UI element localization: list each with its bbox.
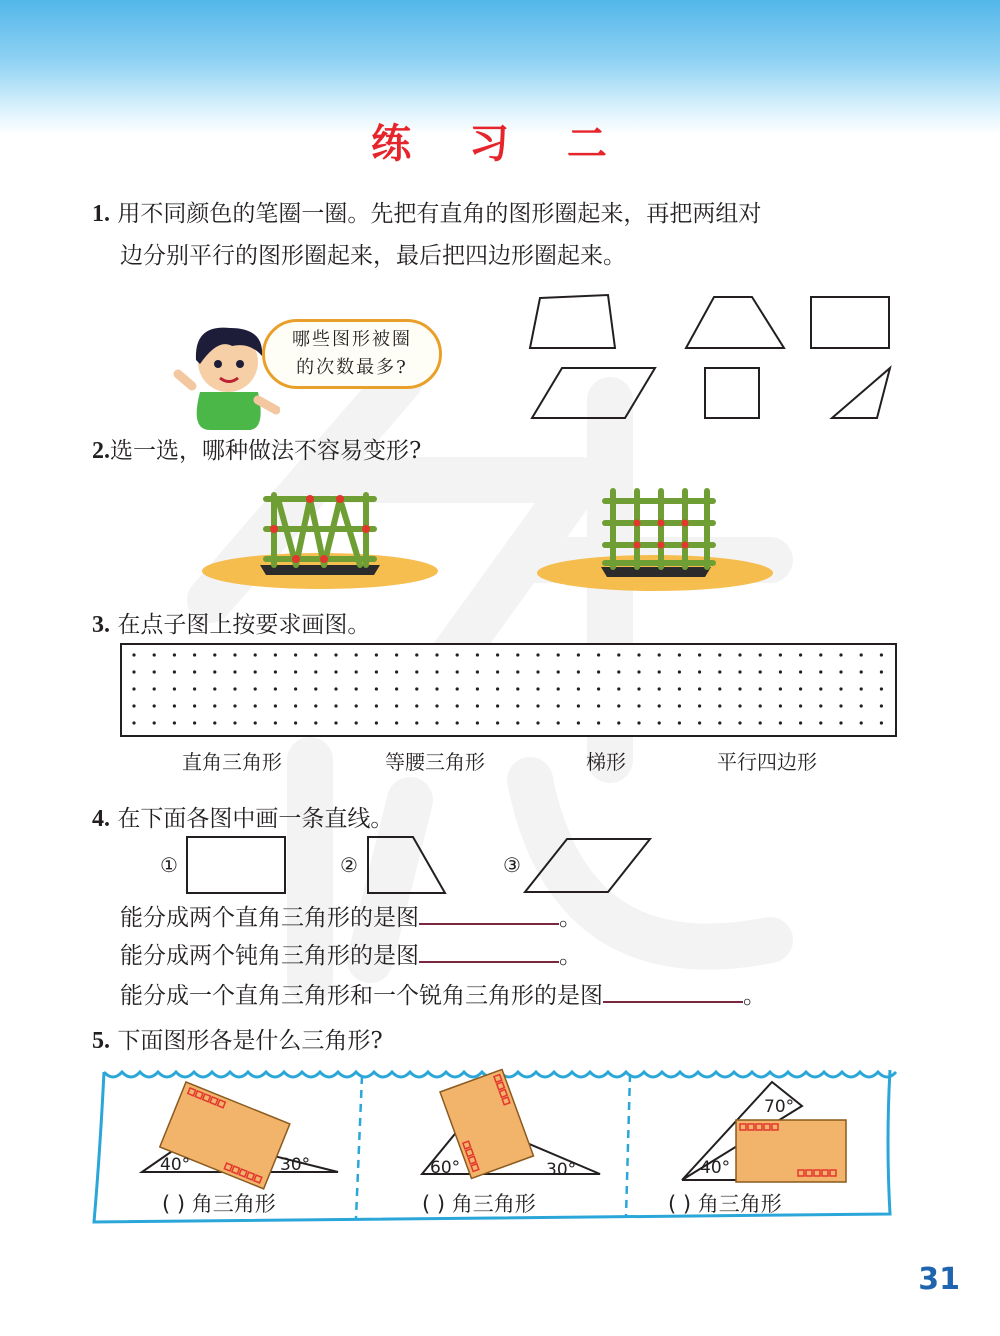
grid-dot — [718, 721, 721, 724]
figure-marker-1: ① — [160, 853, 178, 877]
grid-dot — [415, 704, 418, 707]
answer-blank-1[interactable] — [419, 899, 559, 925]
grid-dot — [254, 721, 257, 724]
q4-line-2 — [120, 935, 582, 977]
grid-dot — [415, 670, 418, 673]
fence-triangular — [200, 485, 440, 595]
q4-statement-1: 能分成两个直角三角形的是图 — [120, 905, 419, 931]
grid-dot — [819, 721, 822, 724]
grid-dot — [718, 687, 721, 690]
grid-dot — [698, 687, 701, 690]
grid-dot — [779, 670, 782, 673]
bubble-line-1: 哪些图形被圈 — [292, 329, 412, 350]
grid-dot — [435, 721, 438, 724]
grid-dot — [456, 670, 459, 673]
grid-dot — [395, 687, 398, 690]
grid-dot — [819, 704, 822, 707]
grid-dot — [779, 687, 782, 690]
grid-dot — [294, 653, 297, 656]
grid-dot — [577, 670, 580, 673]
grid-dot — [213, 687, 216, 690]
grid-dot — [880, 721, 883, 724]
grid-dot — [314, 653, 317, 656]
grid-dot — [658, 670, 661, 673]
grid-dot — [577, 721, 580, 724]
grid-dot — [193, 687, 196, 690]
grid-dot — [375, 670, 378, 673]
figure-marker-2: ② — [340, 853, 358, 877]
grid-dot — [658, 653, 661, 656]
grid-dot — [213, 704, 216, 707]
grid-dot — [617, 653, 620, 656]
grid-dot — [173, 721, 176, 724]
question-text: 在下面各图中画一条直线。 — [117, 806, 394, 832]
grid-dot — [799, 653, 802, 656]
angle-label: 70° — [764, 1097, 795, 1117]
answer-blank-3[interactable] — [603, 977, 743, 1003]
grid-dot — [254, 670, 257, 673]
grid-dot — [274, 704, 277, 707]
grid-dot — [799, 670, 802, 673]
grid-dot — [738, 704, 741, 707]
grid-dot — [516, 704, 519, 707]
grid-dot — [799, 721, 802, 724]
grid-dot — [334, 653, 337, 656]
question-text: 在点子图上按要求画图。 — [117, 612, 371, 638]
grid-dot — [880, 687, 883, 690]
boy-illustration — [170, 320, 280, 430]
grid-dot — [213, 653, 216, 656]
grid-dot — [597, 670, 600, 673]
grid-dot — [476, 704, 479, 707]
grid-dot — [860, 704, 863, 707]
grid-dot — [698, 704, 701, 707]
square — [705, 368, 759, 418]
grid-dot — [860, 653, 863, 656]
grid-dot — [658, 687, 661, 690]
grid-dot — [536, 704, 539, 707]
grid-dot — [355, 721, 358, 724]
figure-3-parallelogram[interactable] — [525, 839, 650, 892]
grid-dot — [536, 653, 539, 656]
grid-dot — [375, 653, 378, 656]
grid-dot — [233, 653, 236, 656]
grid-dot — [839, 670, 842, 673]
grid-dot — [294, 721, 297, 724]
speech-bubble — [262, 319, 442, 389]
grid-dot — [678, 721, 681, 724]
rectangle — [811, 297, 889, 348]
grid-dot — [274, 721, 277, 724]
grid-dot — [294, 670, 297, 673]
grid-dot — [617, 721, 620, 724]
question-text-continued: 边分别平行的图形圈起来，最后把四边形圈起来。 — [120, 243, 626, 269]
grid-dot — [557, 670, 560, 673]
grid-dot — [880, 670, 883, 673]
grid-dot — [415, 687, 418, 690]
grid-dot — [637, 721, 640, 724]
grid-dot — [314, 721, 317, 724]
grid-dot — [233, 721, 236, 724]
grid-dot — [193, 704, 196, 707]
question-number: 1. — [92, 201, 110, 227]
grid-dot — [334, 670, 337, 673]
grid-dot — [617, 704, 620, 707]
grid-dot — [415, 653, 418, 656]
grid-dot — [334, 721, 337, 724]
grid-dot — [839, 653, 842, 656]
angle-label: 30° — [280, 1155, 311, 1175]
grid-dot — [435, 687, 438, 690]
grid-dot — [314, 670, 317, 673]
grid-dot — [355, 687, 358, 690]
bubble-line-2: 的次数最多? — [296, 357, 408, 378]
page-title: 练 习 二 — [371, 121, 629, 167]
grid-dot — [516, 653, 519, 656]
grid-dot — [355, 704, 358, 707]
grid-dot — [274, 653, 277, 656]
grid-dot — [193, 721, 196, 724]
grid-dot — [233, 687, 236, 690]
grid-dot — [779, 721, 782, 724]
page-number: 31 — [918, 1262, 960, 1297]
question-text: 下面图形各是什么三角形? — [117, 1028, 383, 1054]
angle-label: 40° — [700, 1158, 731, 1178]
grid-dot — [597, 653, 600, 656]
grid-dot — [294, 704, 297, 707]
grid-dot — [476, 687, 479, 690]
question-number: 3. — [92, 612, 110, 638]
answer-2[interactable]: ( ) 角三角形 — [422, 1192, 536, 1216]
grid-dot — [153, 653, 156, 656]
grid-dot — [415, 721, 418, 724]
label-isosceles-triangle: 等腰三角形 — [385, 750, 485, 774]
figure-1-rectangle[interactable] — [187, 837, 285, 893]
grid-dot — [395, 704, 398, 707]
grid-dot — [860, 670, 863, 673]
grid-dot — [132, 670, 135, 673]
grid-dot — [577, 704, 580, 707]
grid-dot — [799, 687, 802, 690]
grid-dot — [637, 653, 640, 656]
grid-dot — [759, 704, 762, 707]
label-trapezoid: 梯形 — [586, 750, 626, 774]
q1-shapes — [520, 290, 900, 425]
grid-dot — [153, 704, 156, 707]
grid-dot — [557, 687, 560, 690]
grid-dot — [395, 670, 398, 673]
period: 。 — [559, 905, 582, 931]
grid-dot — [476, 653, 479, 656]
grid-dot — [678, 704, 681, 707]
parallelogram — [532, 368, 655, 418]
grid-dot — [173, 704, 176, 707]
question-number: 5. — [92, 1028, 110, 1054]
grid-dot — [375, 687, 378, 690]
grid-dot — [839, 687, 842, 690]
grid-dot — [516, 721, 519, 724]
grid-dot — [435, 704, 438, 707]
grid-dot — [718, 670, 721, 673]
grid-dot — [738, 721, 741, 724]
grid-dot — [698, 670, 701, 673]
grid-dot — [193, 653, 196, 656]
grid-dot — [860, 687, 863, 690]
angle-label: 30° — [546, 1160, 577, 1180]
grid-dot — [254, 704, 257, 707]
question-number: 4. — [92, 806, 110, 832]
grid-dot — [617, 670, 620, 673]
dot-grid[interactable] — [120, 643, 898, 738]
question-number: 2. — [92, 438, 110, 464]
grid-dot — [193, 670, 196, 673]
grid-dot — [637, 704, 640, 707]
triangle — [832, 368, 890, 418]
q4-statement-2: 能分成两个钝角三角形的是图 — [120, 943, 419, 969]
fence-grid — [535, 483, 775, 593]
grid-dot — [637, 670, 640, 673]
q4-line-1 — [120, 897, 582, 939]
period: 。 — [743, 983, 766, 1009]
grid-dot — [759, 687, 762, 690]
grid-dot — [334, 704, 337, 707]
grid-dot — [698, 721, 701, 724]
grid-dot — [213, 670, 216, 673]
grid-dot — [738, 687, 741, 690]
grid-dot — [395, 653, 398, 656]
question-1 — [92, 193, 922, 277]
grid-dot — [597, 721, 600, 724]
grid-dot — [819, 670, 822, 673]
question-5 — [92, 1020, 383, 1062]
trapezoid — [686, 297, 784, 348]
label-right-triangle: 直角三角形 — [182, 750, 282, 774]
grid-dot — [557, 721, 560, 724]
q4-line-3 — [120, 975, 766, 1017]
grid-dot — [132, 721, 135, 724]
question-text: 选一选，哪种做法不容易变形? — [110, 438, 422, 464]
answer-3[interactable]: ( ) 角三角形 — [668, 1192, 782, 1216]
grid-dot — [375, 721, 378, 724]
grid-dot — [132, 687, 135, 690]
angle-label: 60° — [430, 1158, 461, 1178]
grid-dot — [314, 687, 317, 690]
q4-statement-3: 能分成一个直角三角形和一个锐角三角形的是图 — [120, 983, 603, 1009]
grid-dot — [516, 670, 519, 673]
grid-dot — [213, 721, 216, 724]
grid-dot — [536, 721, 539, 724]
grid-dot — [496, 704, 499, 707]
question-2 — [92, 430, 421, 472]
answer-1[interactable]: ( ) 角三角形 — [162, 1192, 276, 1216]
grid-dot — [597, 704, 600, 707]
grid-dot — [355, 653, 358, 656]
grid-dot — [658, 704, 661, 707]
figure-marker-3: ③ — [503, 853, 521, 877]
grid-dot — [173, 670, 176, 673]
grid-dot — [173, 653, 176, 656]
grid-dot — [678, 670, 681, 673]
grid-dot — [577, 653, 580, 656]
grid-dot — [637, 687, 640, 690]
question-3 — [92, 604, 370, 646]
grid-dot — [839, 704, 842, 707]
grid-dot — [759, 670, 762, 673]
grid-dot — [456, 721, 459, 724]
grid-dot — [254, 687, 257, 690]
irregular-quadrilateral — [530, 295, 615, 348]
grid-dot — [738, 653, 741, 656]
grid-dot — [334, 687, 337, 690]
grid-dot — [314, 704, 317, 707]
grid-dot — [779, 704, 782, 707]
grid-dot — [718, 704, 721, 707]
grid-dot — [153, 687, 156, 690]
period: 。 — [559, 943, 582, 969]
grid-dot — [698, 653, 701, 656]
grid-dot — [577, 687, 580, 690]
grid-dot — [658, 721, 661, 724]
grid-dot — [496, 721, 499, 724]
grid-dot — [173, 687, 176, 690]
grid-dot — [759, 721, 762, 724]
grid-dot — [880, 704, 883, 707]
grid-dot — [516, 687, 519, 690]
grid-dot — [496, 687, 499, 690]
grid-dot — [536, 687, 539, 690]
grid-dot — [880, 653, 883, 656]
grid-dot — [294, 687, 297, 690]
grid-dot — [456, 653, 459, 656]
grid-dot — [496, 670, 499, 673]
grid-dot — [476, 721, 479, 724]
grid-dot — [395, 721, 398, 724]
grid-dot — [557, 704, 560, 707]
grid-dot — [718, 653, 721, 656]
answer-blank-2[interactable] — [419, 937, 559, 963]
grid-dot — [254, 653, 257, 656]
grid-dot — [678, 653, 681, 656]
grid-dot — [799, 704, 802, 707]
q4-figures — [180, 834, 660, 896]
grid-dot — [153, 670, 156, 673]
grid-dot — [456, 704, 459, 707]
grid-dot — [617, 687, 620, 690]
figure-2-right-trapezoid[interactable] — [368, 837, 445, 893]
grid-dot — [355, 670, 358, 673]
grid-dot — [456, 687, 459, 690]
grid-dot — [597, 687, 600, 690]
grid-dot — [496, 653, 499, 656]
grid-dot — [233, 704, 236, 707]
angle-label: 40° — [160, 1155, 191, 1175]
grid-dot — [738, 670, 741, 673]
label-parallelogram: 平行四边形 — [717, 750, 817, 774]
grid-dot — [435, 653, 438, 656]
grid-dot — [819, 687, 822, 690]
grid-dot — [557, 653, 560, 656]
grid-dot — [132, 704, 135, 707]
grid-dot — [153, 721, 156, 724]
grid-dot — [678, 687, 681, 690]
grid-dot — [759, 653, 762, 656]
question-text: 用不同颜色的笔圈一圈。先把有直角的图形圈起来，再把两组对 — [117, 201, 762, 227]
grid-dot — [819, 653, 822, 656]
grid-dot — [536, 670, 539, 673]
grid-dot — [476, 670, 479, 673]
grid-dot — [132, 653, 135, 656]
grid-dot — [839, 721, 842, 724]
grid-dot — [435, 670, 438, 673]
grid-dot — [860, 721, 863, 724]
grid-dot — [779, 653, 782, 656]
grid-dot — [274, 687, 277, 690]
grid-dot — [375, 704, 378, 707]
grid-dot — [274, 670, 277, 673]
grid-dot — [233, 670, 236, 673]
